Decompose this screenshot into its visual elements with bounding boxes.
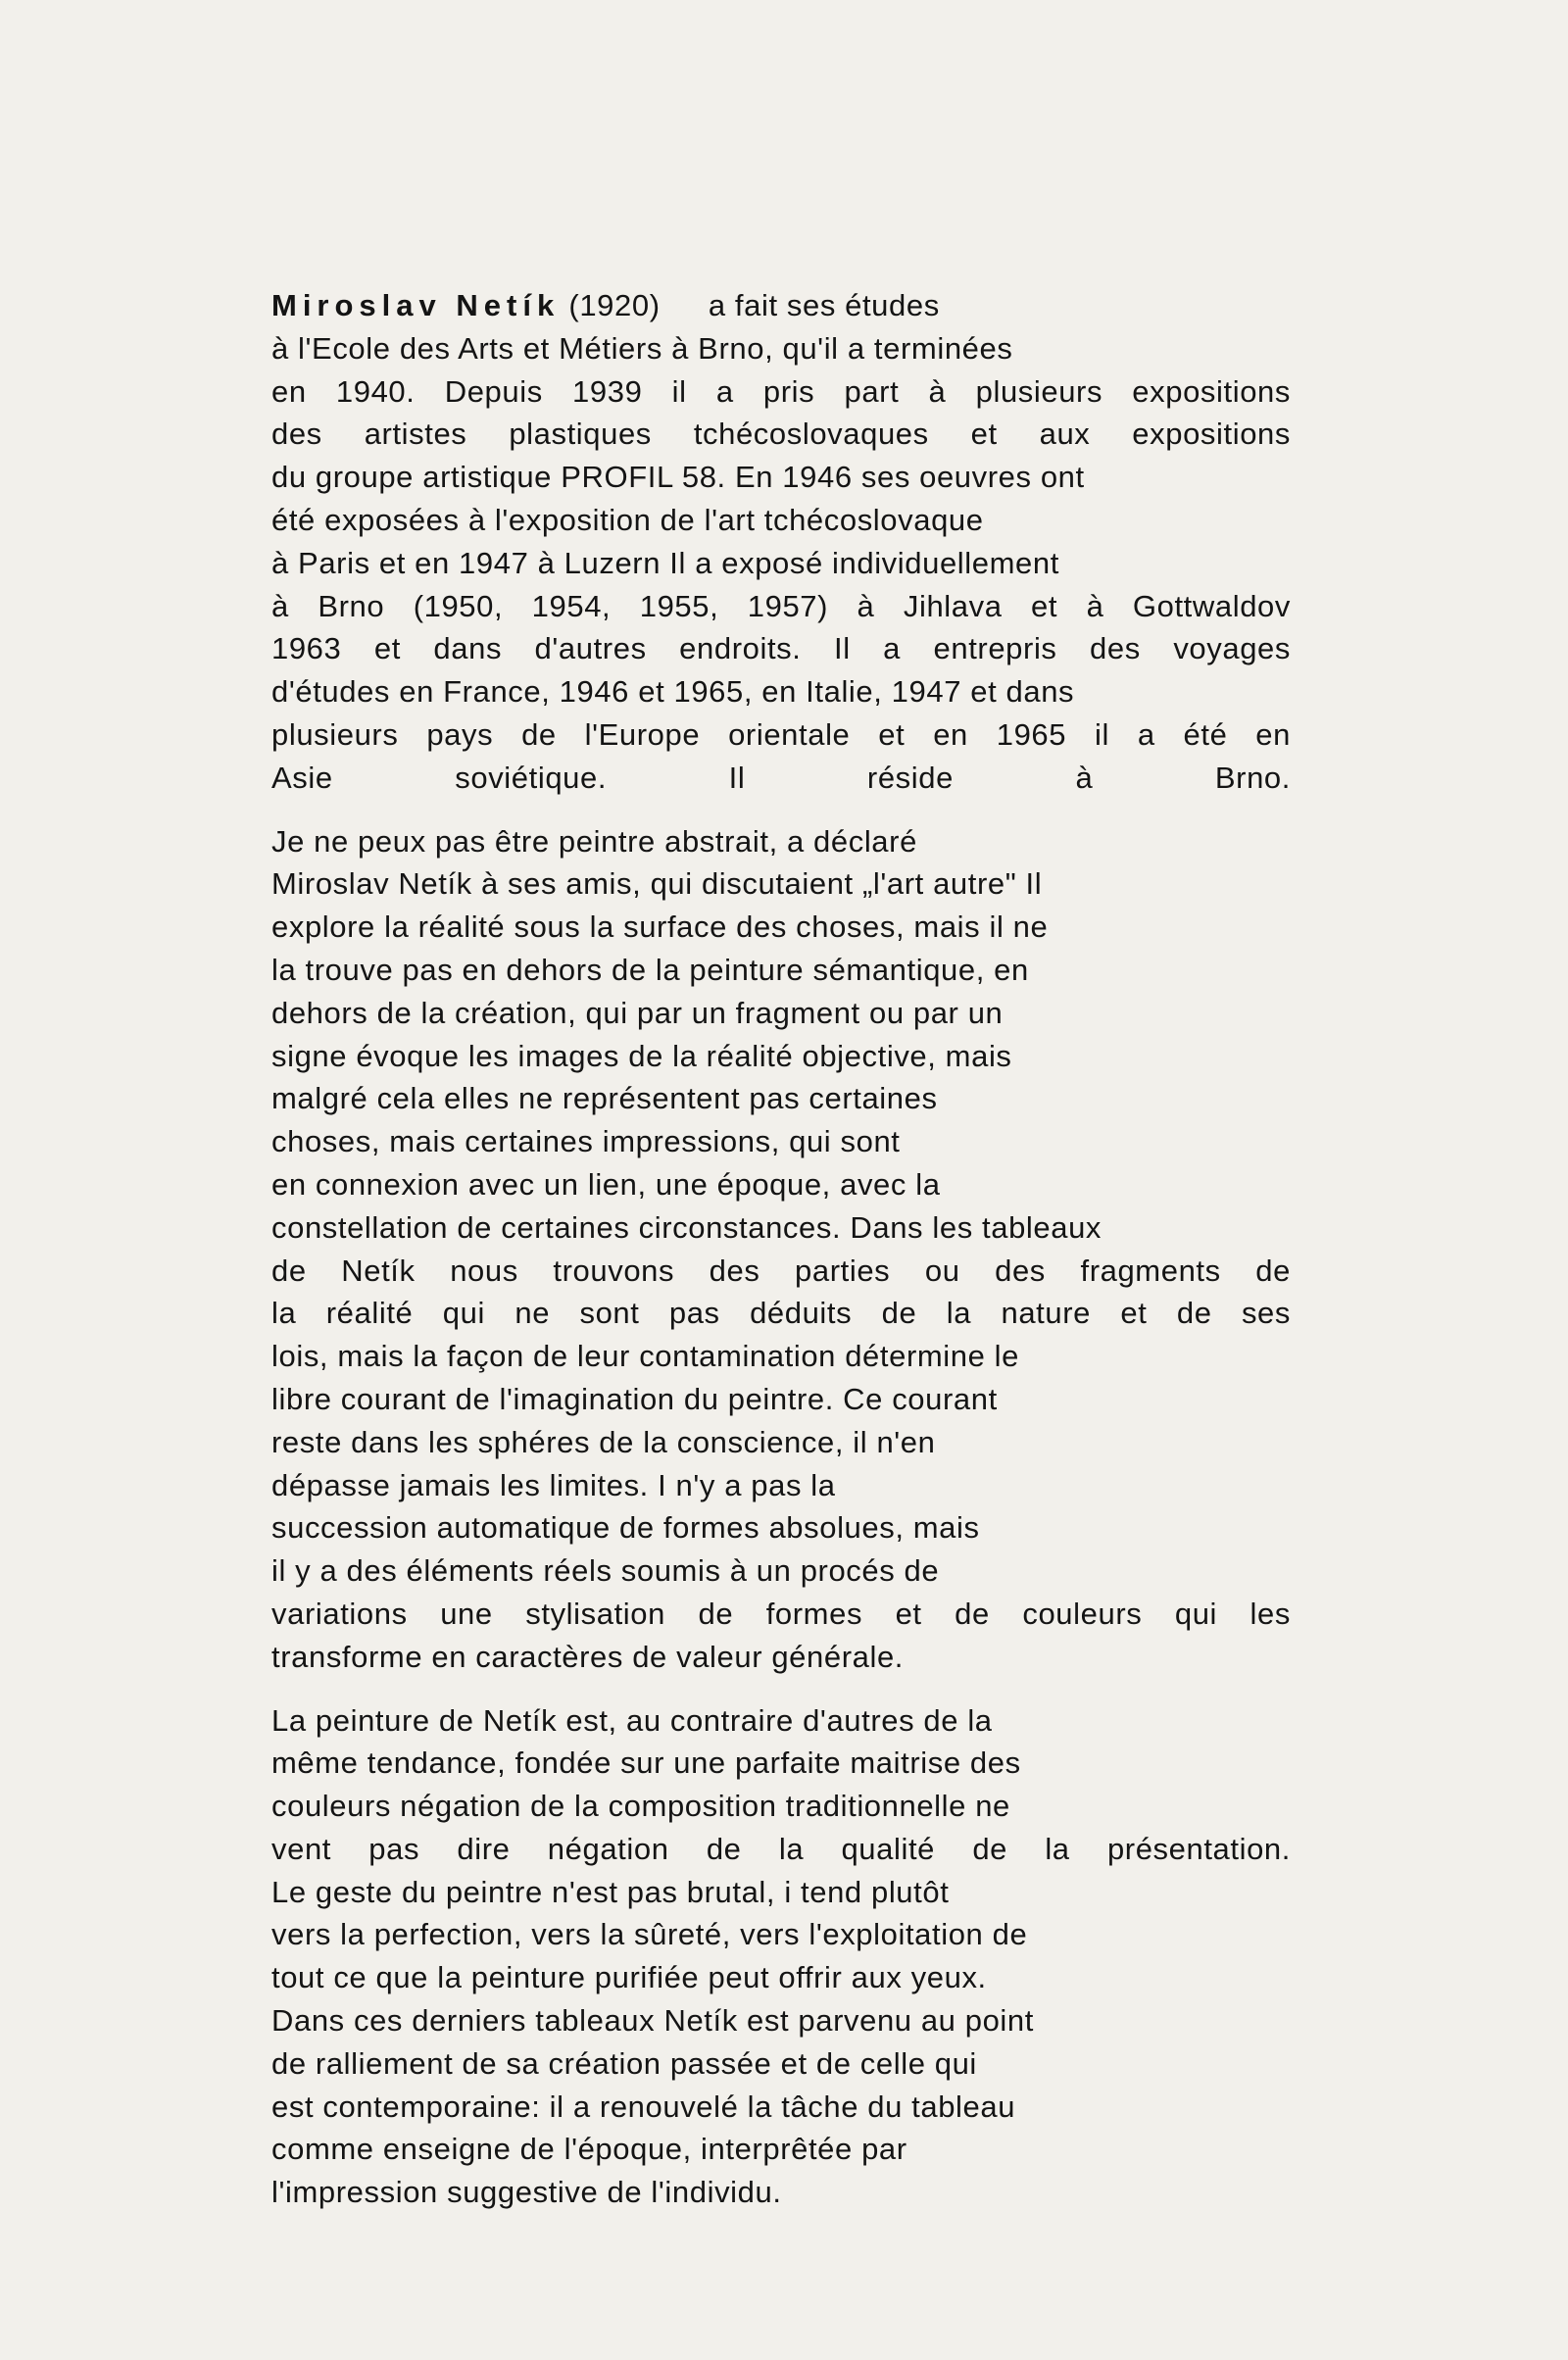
text-line: reste dans les sphéres de la conscience, il n'en	[271, 1424, 936, 1459]
text-line: comme enseigne de l'époque, interprêtée par	[271, 2132, 907, 2167]
paragraph-painting-analysis	[271, 1699, 1291, 2215]
text-line: signe évoque les images de la réalité objective, mais	[271, 1038, 1012, 1073]
text-line: la réalité qui ne sont pas déduits de la nature et de ses	[271, 1296, 1291, 1331]
text-line: malgré cela elles ne représentent pas certaines	[271, 1081, 938, 1116]
paragraph-artistic-statement	[271, 820, 1291, 1679]
text-line: d'études en France, 1946 et 1965, en Italie, 1947 et dans	[271, 674, 1075, 710]
text-line: plusieurs pays de l'Europe orientale et en 1965 il a été en	[271, 716, 1291, 752]
text-line: 1963 et dans d'autres endroits. Il a entrepris des voyages	[271, 631, 1291, 666]
text-line: à l'Ecole des Arts et Métiers à Brno, qu'il a terminées	[271, 330, 1013, 366]
text-line: il y a des éléments réels soumis à un procés de	[271, 1553, 940, 1589]
text-line: explore la réalité sous la surface des choses, mais il ne	[271, 910, 1049, 945]
text-line: lois, mais la façon de leur contamination détermine le	[271, 1339, 1020, 1374]
text-line	[271, 284, 1291, 327]
text-line: Asie soviétique. Il réside à Brno.	[271, 760, 1291, 795]
text-line: libre courant de l'imagination du peintre. Ce courant	[271, 1381, 998, 1416]
text-line: à Brno (1950, 1954, 1955, 1957) à Jihlava et à Gottwaldov	[271, 588, 1291, 623]
text-line: des artistes plastiques tchécoslovaques et aux expositions	[271, 417, 1291, 452]
artist-birth-year: (1920)	[568, 288, 661, 322]
text-line: vent pas dire négation de la qualité de la présentation.	[271, 1831, 1291, 1866]
text-line: de ralliement de sa création passée et de celle qui	[271, 2045, 977, 2081]
artist-name: Miroslav Netík	[271, 288, 561, 322]
text-line: Je ne peux pas être peintre abstrait, a déclaré	[271, 823, 917, 859]
text-line: succession automatique de formes absolues, mais	[271, 1510, 980, 1546]
text-line: dépasse jamais les limites. I n'y a pas la	[271, 1467, 836, 1502]
text-line: Le geste du peintre n'est pas brutal, i tend plutôt	[271, 1874, 950, 1909]
text-line: Dans ces derniers tableaux Netík est parvenu au point	[271, 2003, 1034, 2039]
text-line: transforme en caractères de valeur générale.	[271, 1639, 905, 1674]
text-line: constellation de certaines circonstances. Dans les tableaux	[271, 1209, 1102, 1245]
text-line: tout ce que la peinture purifiée peut offrir aux yeux.	[271, 1960, 987, 1995]
text-line: est contemporaine: il a renouvelé la tâche du tableau	[271, 2089, 1016, 2124]
paragraph-biography	[271, 284, 1291, 800]
text-line: couleurs négation de la composition traditionnelle ne	[271, 1789, 1010, 1824]
text-line: variations une stylisation de formes et de couleurs qui les	[271, 1596, 1291, 1631]
text-line: en 1940. Depuis 1939 il a pris part à plusieurs expositions	[271, 373, 1291, 409]
text-line: la trouve pas en dehors de la peinture sémantique, en	[271, 952, 1029, 987]
text-line: à Paris et en 1947 à Luzern Il a exposé individuellement	[271, 545, 1059, 580]
intro-text: a fait ses études	[708, 288, 940, 322]
text-line: choses, mais certaines impressions, qui sont	[271, 1124, 901, 1159]
text-line: de Netík nous trouvons des parties ou des fragments de	[271, 1253, 1291, 1288]
text-line: dehors de la création, qui par un fragment ou par un	[271, 995, 1004, 1030]
text-line: Miroslav Netík à ses amis, qui discutaient „l'art autre" Il	[271, 866, 1043, 902]
text-line: même tendance, fondée sur une parfaite maitrise des	[271, 1745, 1021, 1781]
text-line: vers la perfection, vers la sûreté, vers l'exploitation de	[271, 1917, 1028, 1952]
document-page	[271, 284, 1291, 2235]
text-line: La peinture de Netík est, au contraire d'autres de la	[271, 1702, 993, 1738]
text-line: été exposées à l'exposition de l'art tchécoslovaque	[271, 502, 984, 537]
text-line: en connexion avec un lien, une époque, avec la	[271, 1166, 941, 1202]
text-line: l'impression suggestive de l'individu.	[271, 2175, 782, 2210]
text-line: du groupe artistique PROFIL 58. En 1946 ses oeuvres ont	[271, 460, 1085, 495]
